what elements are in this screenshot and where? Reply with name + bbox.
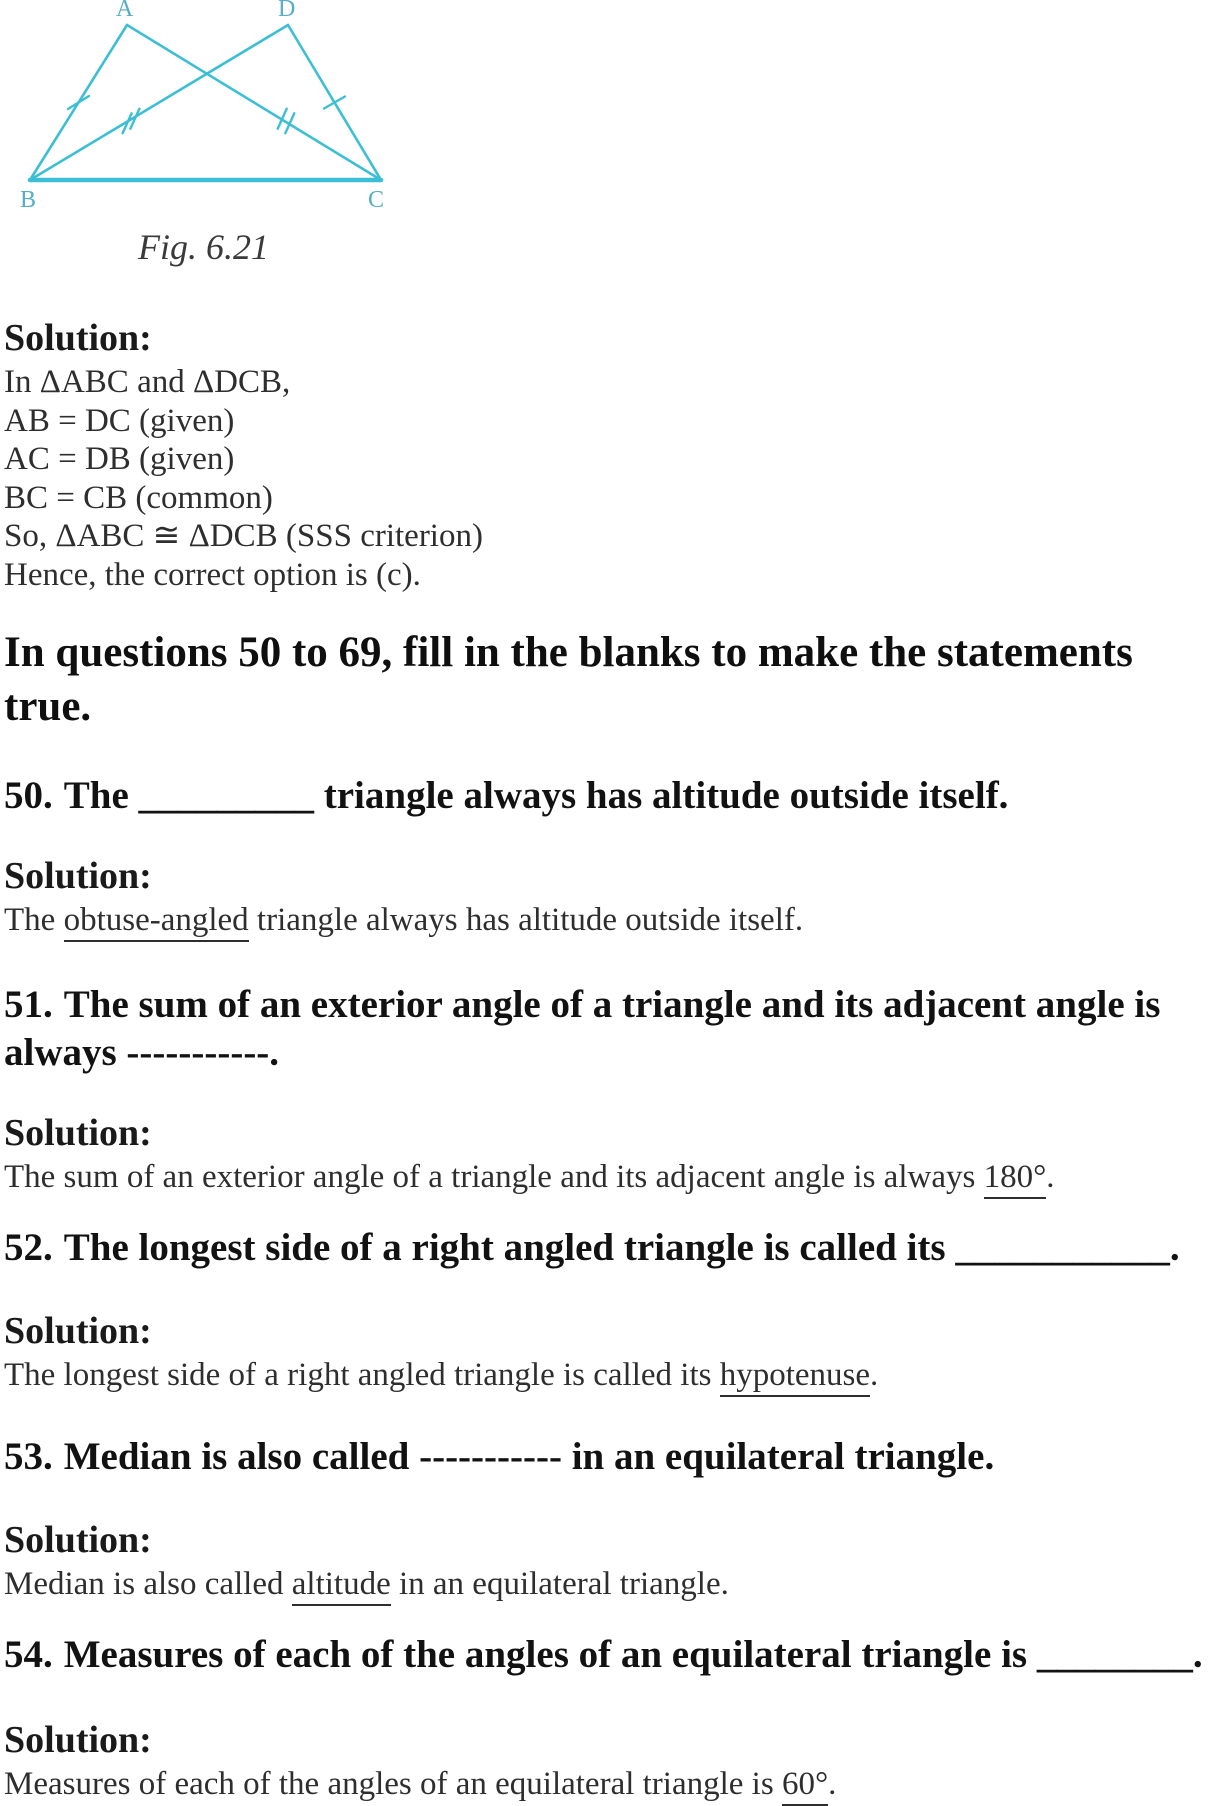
answer-underlined: altitude — [292, 1566, 391, 1606]
answer-underlined: obtuse-angled — [64, 902, 249, 942]
solution-line: In ΔABC and ΔDCB, — [4, 364, 291, 400]
solution-heading: Solution: — [4, 855, 152, 897]
intro-solution-block — [4, 315, 1212, 594]
solution-line: So, ΔABC ≅ ΔDCB (SSS criterion) — [4, 518, 483, 554]
question-text: The longest side of a right angled triangle is called its ___________. — [63, 1226, 1180, 1269]
question-text-line2: always -----------. — [4, 1030, 280, 1074]
solution-52-block — [4, 1308, 1212, 1395]
solution-51-block — [4, 1110, 1212, 1197]
answer-prefix: The sum of an exterior angle of a triangle and its adjacent angle is always — [4, 1158, 984, 1195]
answer-suffix: triangle always has altitude outside itself. — [248, 902, 804, 938]
question-text: The sum of an exterior angle of a triangle and its adjacent angle is — [63, 982, 1161, 1026]
solution-sentence — [4, 1765, 1212, 1804]
section-heading — [4, 626, 1212, 734]
solution-54-block — [4, 1717, 1212, 1804]
solution-line: Hence, the correct option is (c). — [4, 556, 421, 593]
answer-suffix: in an equilateral triangle. — [390, 1565, 729, 1602]
solution-53-block — [4, 1517, 1212, 1604]
solution-heading: Solution: — [4, 1719, 152, 1761]
section-heading-line: In questions 50 to 69, fill in the blanks to make the statements — [4, 629, 1133, 676]
answer-underlined: 60° — [782, 1766, 828, 1806]
solution-sentence — [4, 901, 1212, 940]
question-text: Median is also called ----------- in an equilateral triangle. — [63, 1434, 995, 1478]
figure-label-d: D — [278, 0, 296, 22]
solution-sentence — [4, 1356, 1212, 1395]
question-52 — [4, 1224, 1212, 1272]
question-number: 50. — [4, 774, 53, 817]
congruent-triangles-diagram — [10, 0, 402, 212]
question-text: The _________ triangle always has altitude outside itself. — [63, 774, 1009, 817]
solution-sentence — [4, 1565, 1212, 1604]
question-53 — [4, 1433, 1212, 1481]
figure-label-b: B — [20, 187, 37, 212]
answer-suffix: . — [828, 1766, 837, 1802]
question-text: Measures of each of the angles of an equilateral triangle is ________. — [63, 1633, 1203, 1676]
solution-50-block — [4, 853, 1212, 940]
solution-heading: Solution: — [4, 317, 152, 359]
question-number: 54. — [4, 1633, 53, 1676]
solution-heading: Solution: — [4, 1518, 152, 1561]
question-number: 53. — [4, 1434, 53, 1478]
answer-underlined: 180° — [984, 1159, 1047, 1199]
question-54 — [4, 1631, 1212, 1679]
question-number: 52. — [4, 1226, 53, 1269]
question-51 — [4, 981, 1212, 1077]
answer-prefix: Measures of each of the angles of an equilateral triangle is — [4, 1766, 782, 1802]
question-number: 51. — [4, 982, 53, 1026]
answer-prefix: Median is also called — [4, 1565, 292, 1602]
figure-label-c: C — [368, 187, 385, 212]
solution-heading: Solution: — [4, 1111, 152, 1154]
triangle-figure — [4, 0, 1212, 269]
answer-prefix: The — [4, 902, 64, 938]
solution-sentence — [4, 1158, 1212, 1197]
figure-label-a: A — [116, 0, 134, 22]
solution-line: AB = DC (given) — [4, 402, 235, 439]
solution-line: BC = CB (common) — [4, 479, 273, 516]
answer-underlined: hypotenuse — [720, 1357, 870, 1397]
answer-prefix: The longest side of a right angled triangle is called its — [4, 1357, 720, 1393]
solution-heading: Solution: — [4, 1310, 152, 1352]
tick-marks — [68, 96, 345, 133]
section-heading-line: true. — [4, 683, 92, 730]
answer-suffix: . — [870, 1357, 879, 1393]
figure-caption: Fig. 6.21 — [138, 227, 269, 267]
answer-suffix: . — [1046, 1158, 1055, 1195]
triangle-sides — [30, 25, 381, 180]
question-50 — [4, 772, 1212, 820]
solution-line: AC = DB (given) — [4, 441, 235, 477]
